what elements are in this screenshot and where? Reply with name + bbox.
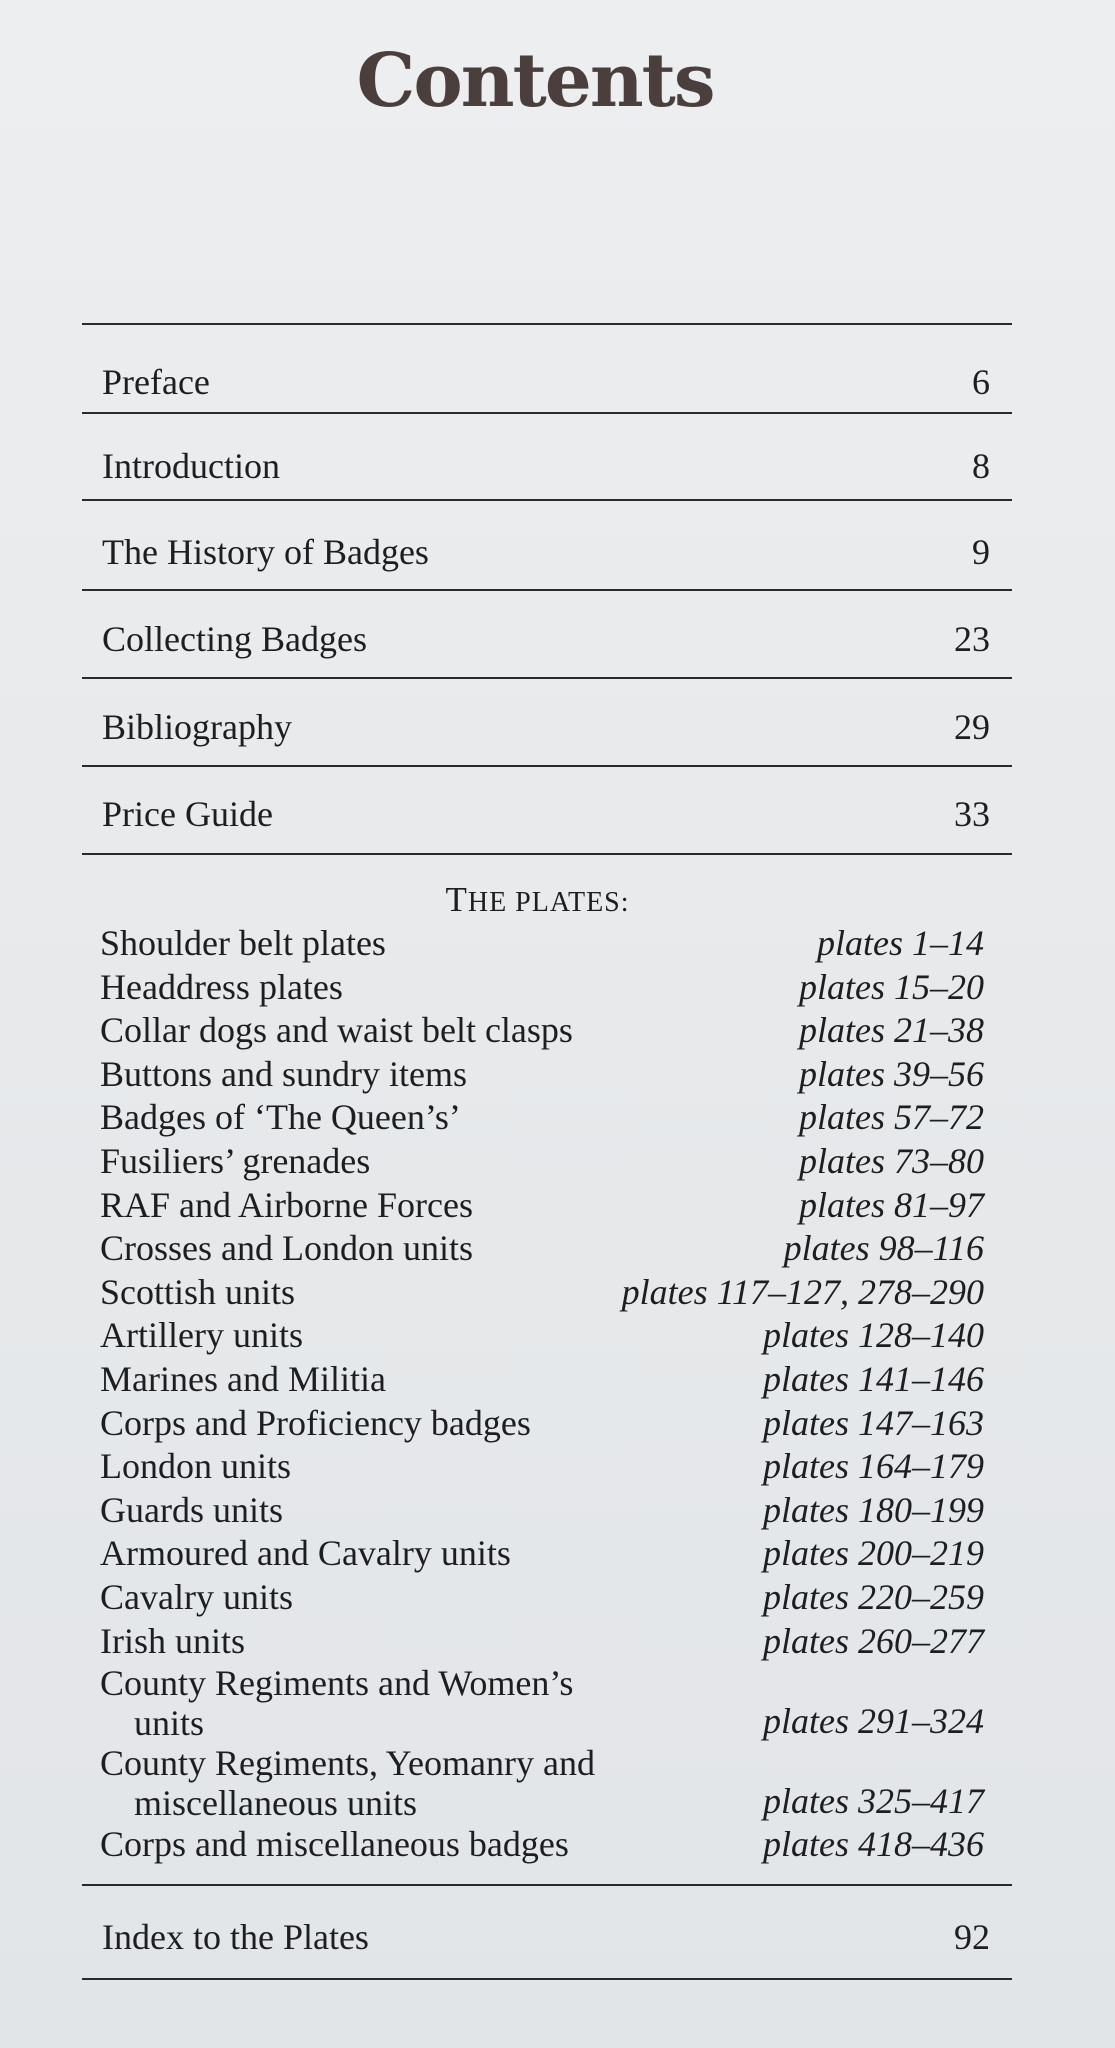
toc-page-number: 9 [972, 532, 990, 572]
plate-entry[interactable]: Corps and Proficiency badges plates 147–163 [100, 1402, 984, 1443]
divider [82, 1884, 1012, 1886]
divider [82, 412, 1012, 414]
toc-row-preface[interactable] [102, 352, 990, 412]
plates-heading-rest: HE PLATES: [467, 887, 630, 918]
toc-row-introduction[interactable] [102, 436, 990, 496]
toc-page-number: 29 [954, 707, 990, 747]
divider [82, 323, 1012, 325]
plates-heading-initial: T [445, 880, 468, 919]
divider [82, 589, 1012, 591]
toc-label: Introduction [102, 446, 280, 486]
plate-entry[interactable]: London units plates 164–179 [100, 1446, 984, 1487]
plate-entry[interactable]: Corps and miscellaneous badges plates 418–436 [100, 1824, 984, 1865]
toc-label: Price Guide [102, 794, 273, 834]
toc-label: Bibliography [102, 707, 292, 747]
divider [82, 1978, 1012, 1980]
plate-entry[interactable]: Armoured and Cavalry units plates 200–219 [100, 1533, 984, 1574]
toc-row-collecting-badges[interactable] [102, 609, 990, 669]
toc-page-number: 6 [972, 362, 990, 402]
toc-row-bibliography[interactable] [102, 697, 990, 757]
toc-row-index-to-plates[interactable] [102, 1907, 990, 1967]
plate-entry[interactable]: Badges of ‘The Queen’s’ plates 57–72 [100, 1097, 984, 1138]
plate-entry[interactable]: Fusiliers’ grenades plates 73–80 [100, 1140, 984, 1181]
toc-row-history-of-badges[interactable] [102, 522, 990, 582]
plate-entry[interactable]: Shoulder belt plates plates 1–14 [100, 923, 984, 963]
plate-entry[interactable]: Scottish units plates 117–127, 278–290 [100, 1271, 984, 1312]
plates-list [100, 922, 984, 1867]
toc-label: Index to the Plates [102, 1917, 369, 1957]
plate-entry[interactable]: County Regiments and Women’s units plates 291–324 [100, 1663, 984, 1744]
plate-entry[interactable]: RAF and Airborne Forces plates 81–97 [100, 1184, 984, 1225]
divider [82, 765, 1012, 767]
plate-entry[interactable]: Irish units plates 260–277 [100, 1620, 984, 1661]
toc-label: Preface [102, 362, 210, 402]
toc-label: The History of Badges [102, 532, 429, 572]
toc-label: Collecting Badges [102, 619, 367, 659]
plates-heading [0, 880, 1075, 920]
plate-entry[interactable]: Cavalry units plates 220–259 [100, 1576, 984, 1617]
toc-page-number: 8 [972, 446, 990, 486]
plate-entry[interactable]: Buttons and sundry items plates 39–56 [100, 1053, 984, 1094]
divider [82, 853, 1012, 855]
toc-page-number: 92 [954, 1917, 990, 1957]
plate-entry[interactable]: Headdress plates plates 15–20 [100, 966, 984, 1007]
plate-entry[interactable]: Artillery units plates 128–140 [100, 1315, 984, 1356]
plate-entry[interactable]: Crosses and London units plates 98–116 [100, 1228, 984, 1269]
toc-row-price-guide[interactable] [102, 784, 990, 844]
toc-page-number: 33 [954, 794, 990, 834]
plate-entry[interactable]: Collar dogs and waist belt clasps plates 21–38 [100, 1010, 984, 1051]
divider [82, 677, 1012, 679]
page-title: Contents [356, 38, 714, 124]
plate-entry[interactable]: Guards units plates 180–199 [100, 1489, 984, 1530]
plate-entry[interactable]: Marines and Militia plates 141–146 [100, 1358, 984, 1399]
plate-entry[interactable]: County Regiments, Yeomanry and miscellaneous units plates 325–417 [100, 1743, 984, 1824]
toc-page-number: 23 [954, 619, 990, 659]
divider [82, 499, 1012, 501]
